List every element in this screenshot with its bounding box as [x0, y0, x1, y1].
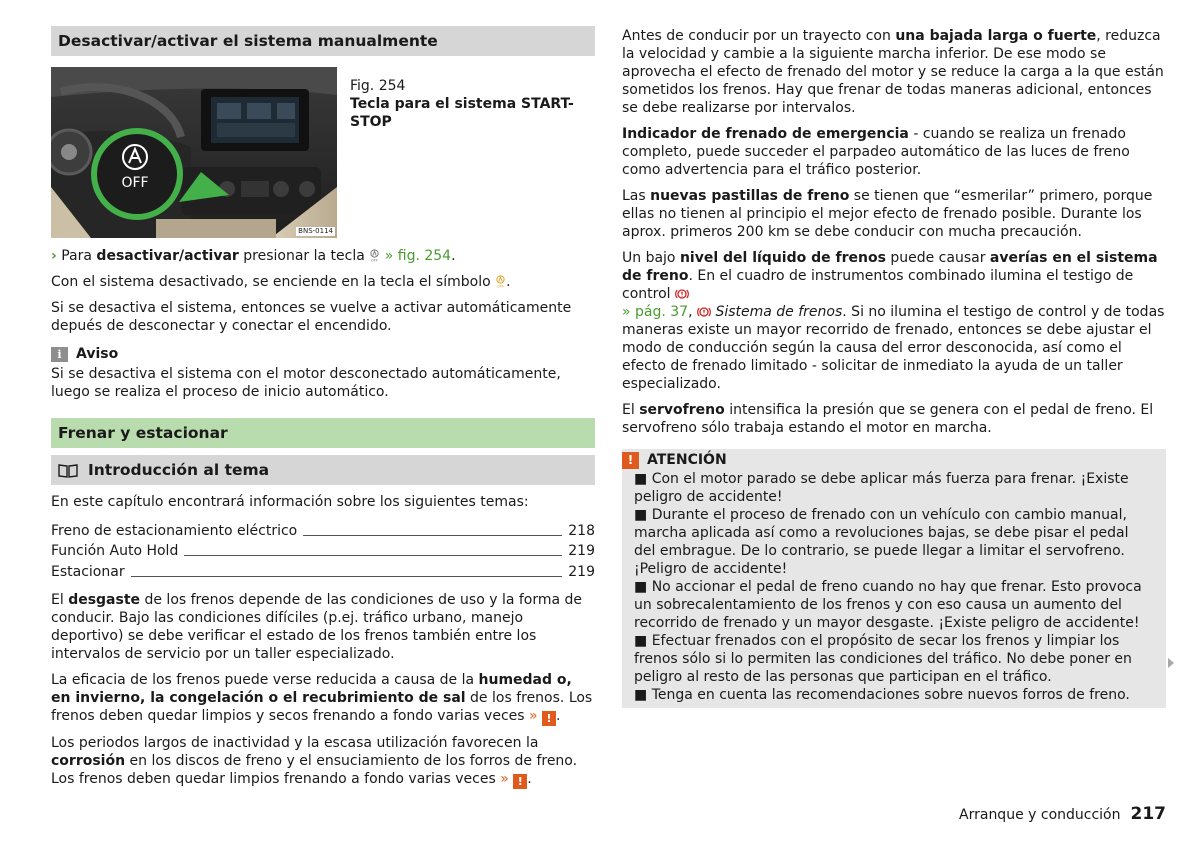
paragraph-reactivation: Si se desactiva el sistema, entonces se vuelve a activar automáticamente depués de desconectar y conectar el encendido. [51, 300, 572, 334]
info-icon: i [51, 347, 68, 362]
section-title: Desactivar/activar el sistema manualmente [58, 32, 438, 50]
bullet: ■ [634, 633, 648, 649]
book-icon [58, 463, 78, 478]
section-header-manual [51, 26, 595, 56]
warning-link[interactable]: » [529, 707, 538, 724]
warning-icon: ! [622, 452, 639, 469]
section-header-brakes [51, 418, 595, 448]
list-item [634, 506, 1154, 578]
toc-row[interactable] [51, 540, 595, 561]
bold-text: Indicador de frenado de emergencia [622, 126, 909, 142]
text: Durante el proceso de frenado con un vehículo con cambio manual, marcha aplicada así como a revoluciones bajas, se debe pisar el pedal del embrague. De lo contrario, se puede llegar a limitar el servofreno. ¡Peligro de accidente! [634, 507, 1129, 577]
note-header [51, 345, 595, 363]
text: en los discos de freno y el ensuciamiento de los forros de freno. Los frenos deben quedar limpios frenando a fondo varias veces [51, 752, 578, 787]
text: se tienen que “esmerilar” primero, porque ellas no tienen al principio el mejor efecto de frenado posible. Durante los aprox. primeros 200 km se debe conducir con mucha precaución. [622, 188, 1153, 240]
warning-header [622, 451, 1154, 469]
bold-text: desactivar/activar [96, 248, 239, 264]
dashboard-illustration [51, 67, 337, 238]
table-of-contents [51, 519, 595, 581]
paragraph-servo [622, 401, 1166, 437]
brake-warning-icon [697, 306, 711, 318]
warning-icon: ! [542, 711, 556, 726]
text: El [51, 591, 69, 608]
list-item [634, 632, 1154, 686]
text: - cuando se realiza un frenado completo, puede succeder el parpadeo automático de las luces de freno como advertencia para el tráfico posterior. [622, 126, 1130, 178]
text: , [688, 304, 697, 320]
toc-row[interactable] [51, 519, 595, 540]
text: Los periodos largos de inactividad y la escasa utilización favorecen la [51, 734, 539, 751]
text: Las [622, 188, 651, 204]
paragraph-fluid [622, 249, 1166, 393]
text: de los frenos depende de las condiciones de uso y la forma de conducir. Bajo las condiciones difíciles (p.ej. tráfico urbano, manejo deportivo) se debe verificar el estado de los frenos también entre los intervalos de servicio por un taller especializado. [51, 591, 583, 662]
bold-text: nuevas pastillas de freno [650, 188, 850, 204]
svg-text:OFF: OFF [371, 258, 379, 262]
text: . [451, 248, 456, 264]
text: Tenga en cuenta las recomendaciones sobre nuevos forros de freno. [651, 687, 1130, 703]
step-arrow: › [51, 248, 57, 264]
left-column [51, 26, 595, 789]
toc-leader [131, 576, 563, 577]
paragraph-emergency [622, 125, 1166, 179]
bullet: ■ [634, 579, 648, 595]
bold-text: corrosión [51, 752, 126, 769]
text: Con el sistema desactivado, se enciende en la tecla el símbolo [51, 274, 496, 290]
toc-page: 218 [568, 522, 595, 539]
intro-text: En este capítulo encontrará información sobre los siguientes temas: [51, 494, 529, 510]
figure-image [51, 67, 337, 238]
brake-warning-icon [675, 288, 689, 300]
text: . En el cuadro de instrumentos combinado ilumina el testigo de control [622, 268, 1134, 302]
instruction-step [51, 247, 595, 265]
text: . [556, 707, 561, 724]
text: No accionar el pedal de freno cuando no hay que frenar. Esto provoca un sobrecalentamiento de los frenos y con eso causa un aumento del recorrido de frenado y un mayor desgaste. ¡Existe peligro de accidente! [634, 579, 1142, 631]
toc-page: 219 [568, 563, 595, 580]
paragraph-wear [51, 591, 595, 663]
figure-code: BNS-0114 [298, 227, 333, 235]
page-footer [959, 805, 1166, 824]
figure-link[interactable]: » fig. 254 [384, 248, 452, 264]
list-item [634, 686, 1154, 704]
continue-arrow-icon [1168, 658, 1174, 668]
warning-link[interactable]: » [500, 770, 509, 787]
paragraph-humidity [51, 671, 595, 726]
toc-row[interactable] [51, 560, 595, 581]
note-title: Aviso [76, 346, 119, 362]
bold-text: desgaste [68, 591, 141, 608]
text: . [527, 770, 532, 787]
figure-caption [350, 77, 595, 238]
page-link[interactable]: » pág. 37 [622, 304, 689, 320]
warning-box [622, 449, 1166, 708]
text: Con el motor parado se debe aplicar más fuerza para frenar. ¡Existe peligro de accidente! [634, 471, 1129, 505]
toc-label: Función Auto Hold [51, 543, 179, 559]
start-stop-off-icon-amber [495, 275, 506, 288]
figure-number: Fig. 254 [350, 78, 406, 94]
bold-text: humedad o, en invierno, la congelación o el recubrimiento de sal [51, 671, 572, 706]
text: La eficacia de los frenos puede verse reducida a causa de la [51, 671, 479, 688]
bold-text: una bajada larga o fuerte [895, 28, 1097, 44]
paragraph-corrosion [51, 734, 595, 789]
toc-leader [184, 555, 562, 556]
section-title: Frenar y estacionar [58, 424, 228, 442]
warning-title: ATENCIÓN [647, 452, 727, 468]
text: intensifica la presión que se genera con el pedal de freno. El servofreno sólo trabaja estando el motor en marcha. [622, 402, 1154, 436]
toc-page: 219 [568, 543, 595, 559]
section-title: Introducción al tema [88, 461, 270, 479]
page-number: 217 [1130, 804, 1166, 824]
bold-text: averías en el sistema de freno [622, 250, 1158, 284]
bullet: ■ [634, 687, 648, 703]
bullet: ■ [634, 471, 648, 487]
paragraph-downhill [622, 27, 1166, 117]
text: Para [61, 248, 97, 264]
paragraph-symbol [51, 273, 595, 291]
text: Un bajo [622, 250, 680, 266]
section-header-intro [51, 455, 595, 485]
paragraph-pads [622, 187, 1166, 241]
list-item [634, 470, 1154, 506]
text: El [622, 402, 640, 418]
figure-title: Tecla para el sistema START-STOP [350, 96, 574, 130]
toc-label: Freno de estacionamiento eléctrico [51, 522, 298, 539]
start-stop-off-icon [369, 249, 380, 262]
bold-text: servofreno [639, 402, 725, 418]
text: Efectuar frenados con el propósito de secar los frenos y limpiar los frenos sólo si lo permiten las condiciones del tráfico. No debe poner en peligro al resto de las personas que participan en el tráfico. [634, 633, 1132, 685]
text: , reduzca la velocidad y cambie a la siguiente marcha inferior. De ese modo se aprovecha el efecto de frenado del motor y se reduce la carga a la que están sometidos los frenos. Hay que frenar de todas maneras adicional, entonces se debe realizarse por intervalos. [622, 28, 1164, 116]
warning-icon: ! [513, 774, 527, 789]
text: Antes de conducir por un trayecto con [622, 28, 896, 44]
list-item [634, 578, 1154, 632]
text: presionar la tecla [238, 248, 370, 264]
text: de los frenos. Los frenos deben quedar limpios y secos frenando a fondo varias veces [51, 689, 593, 724]
italic-text: Sistema de frenos [715, 304, 843, 320]
text: puede causar [885, 250, 990, 266]
text: . Si no ilumina el testigo de control y de todas maneras existe un mayor recorrido de frenado, entonces se debe ajustar el modo de conducción según la causa del error desconocida, así como el efecto de frenado limitado - solicitar de inmediato la ayuda de un taller especializado. [622, 304, 1165, 392]
note-text: Si se desactiva el sistema con el motor desconectado automáticamente, luego se realiza el proceso de inicio automático. [51, 366, 561, 400]
bold-text: nivel del líquido de frenos [679, 250, 886, 266]
bullet: ■ [634, 507, 648, 523]
figure-254 [51, 67, 595, 238]
button-off-label: OFF [121, 175, 149, 191]
svg-text:OFF: OFF [497, 284, 505, 288]
warning-list [622, 470, 1154, 704]
right-column [622, 27, 1166, 708]
toc-leader [303, 535, 562, 536]
footer-section: Arranque y conducción [959, 807, 1121, 823]
toc-label: Estacionar [51, 563, 125, 580]
text: . [506, 274, 511, 290]
